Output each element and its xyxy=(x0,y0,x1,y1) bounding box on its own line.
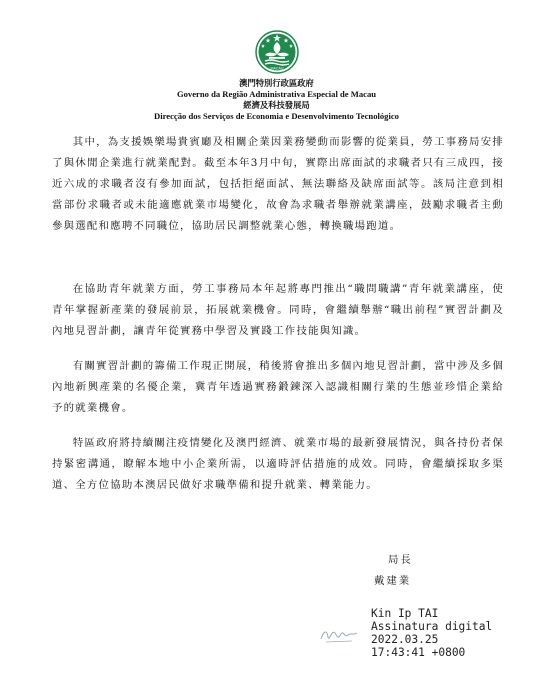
signatory-title: 局長 xyxy=(388,554,413,566)
body-paragraph: 其中，為支援娛樂場貴賓廳及相關企業因業務變動而影響的從業員，勞工事務局安排了與休閒企業進行就業配對。截至本年3月中旬，實際出席面試的求職者只有三成四，接近六成的求職者沒有參加面試，包括拒絕面試、無法聯絡及缺席面試等。該局注意到相當部份求職者或未能適應就業市場變化，故會為求職者舉辦就業講座，鼓勵求職者主動參與選配和應聘不同職位，協助居民調整就業心態，轉換職場跑道。 xyxy=(52,136,504,232)
handwritten-signature-icon xyxy=(318,624,360,646)
header-government-pt: Governo da Região Administrativa Especial de Macau xyxy=(176,89,377,99)
digital-signature-name: Kin Ip TAI xyxy=(371,607,439,620)
header-government-zh: 澳門特別行政區政府 xyxy=(239,78,314,88)
header-department-pt: Direcção dos Serviços de Economia e Desenvolvimento Tecnológico xyxy=(154,111,399,121)
body-paragraph: 特區政府將持續關注疫情變化及澳門經濟、就業市場的最新發展情況，與各持份者保持緊密溝通，瞭解本地中小企業所需，以適時評估措施的成效。同時，會繼續採取多渠道、全方位協助本澳居民做好求職準備和提升就業、轉業能力。 xyxy=(52,437,504,491)
emblem-label: MACAU xyxy=(270,66,284,71)
digital-signature-label: Assinatura digital xyxy=(371,620,493,633)
digital-signature-date: 2022.03.25 xyxy=(371,633,439,646)
macau-emblem-icon xyxy=(253,30,301,76)
body-paragraph: 有關實習計劃的籌備工作現正開展，稍後將會推出多個內地見習計劃，當中涉及多個內地新興產業的名優企業，冀青年透過實務鍛鍊深入認識相關行業的生態並珍惜企業給予的就業機會。 xyxy=(52,360,504,414)
digital-signature-time: 17:43:41 +0800 xyxy=(371,646,466,659)
header-department-zh: 經濟及科技發展局 xyxy=(243,100,310,110)
signatory-name: 戴建業 xyxy=(374,575,412,587)
body-paragraph: 在協助青年就業方面，勞工事務局本年起將專門推出“職問職講”青年就業講座，使青年掌握新產業的發展前景，拓展就業機會。同時，會繼續舉辦“職出前程”實習計劃及內地見習計劃，讓青年從實務中學習及實踐工作技能與知識。 xyxy=(52,283,504,337)
